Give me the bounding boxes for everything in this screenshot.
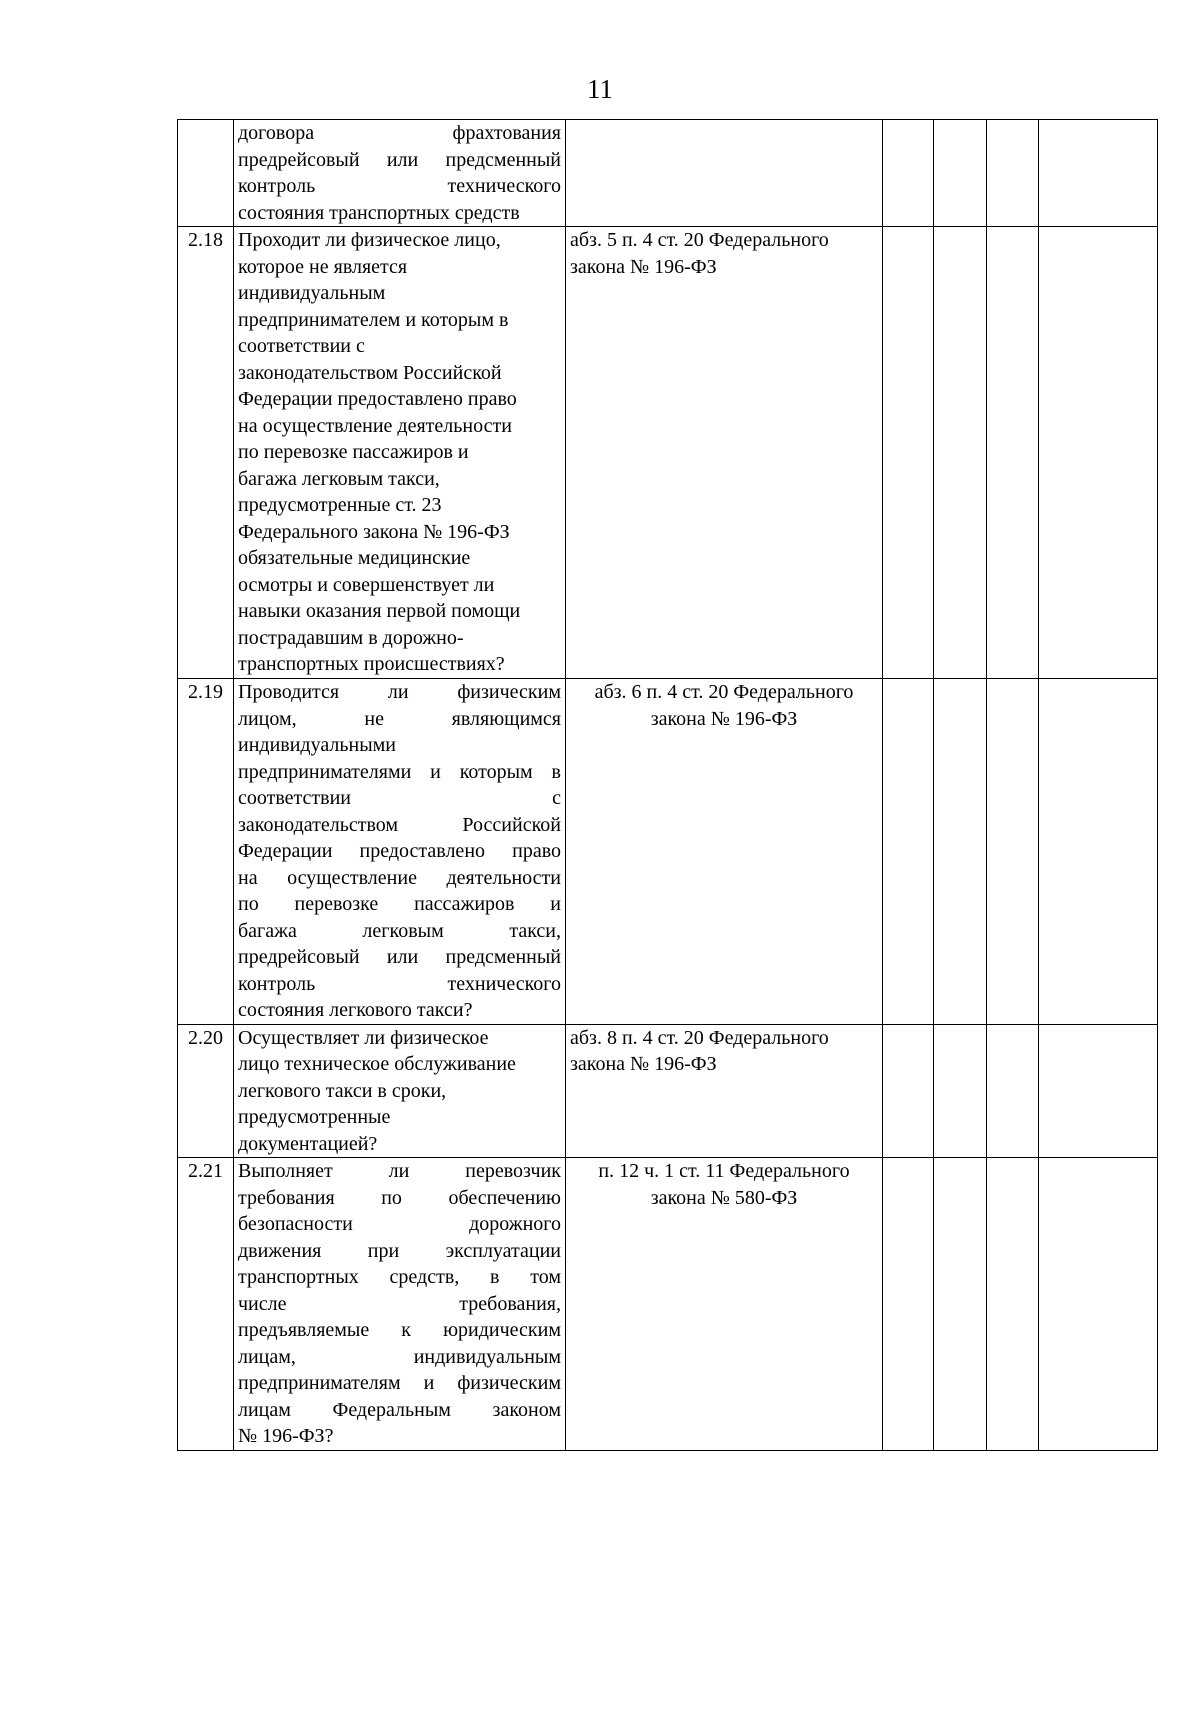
answer-na-cell [987, 1024, 1039, 1158]
checklist-table [177, 119, 1158, 1451]
answer-no-cell [934, 679, 987, 1025]
row-number: 2.20 [178, 1024, 234, 1158]
page-number: 11 [587, 74, 613, 104]
table-row [178, 1158, 1158, 1451]
question-text: Осуществляет ли физическое лицо техническое обслуживание легкового такси в сроки, предусмотренные документацией? [234, 1024, 566, 1158]
answer-yes-cell [883, 1158, 934, 1451]
table-row [178, 227, 1158, 679]
answer-na-cell [987, 120, 1039, 227]
note-cell [1039, 120, 1158, 227]
answer-na-cell [987, 227, 1039, 679]
answer-na-cell [987, 679, 1039, 1025]
reference-text: абз. 8 п. 4 ст. 20 Федерального закона № 196-ФЗ [566, 1024, 883, 1158]
answer-yes-cell [883, 1024, 934, 1158]
row-number [178, 120, 234, 227]
answer-no-cell [934, 227, 987, 679]
answer-no-cell [934, 1024, 987, 1158]
question-text: договора фрахтования предрейсовый или предсменный контроль технического состояния транспортных средств [234, 120, 566, 227]
reference-text: абз. 5 п. 4 ст. 20 Федерального закона № 196-ФЗ [566, 227, 883, 679]
answer-yes-cell [883, 120, 934, 227]
note-cell [1039, 1024, 1158, 1158]
answer-no-cell [934, 120, 987, 227]
table-row [178, 679, 1158, 1025]
answer-yes-cell [883, 227, 934, 679]
table-row [178, 120, 1158, 227]
note-cell [1039, 227, 1158, 679]
reference-text: п. 12 ч. 1 ст. 11 Федерального закона № 580-ФЗ [566, 1158, 883, 1451]
question-text: Проводится ли физическим лицом, не являющимся индивидуальными предпринимателями и которым в соответствии с законодательством Российской Федерации предоставлено право на осуществление деятельности по перевозке пассажиров и багажа легковым такси, предрейсовый или предсменный контроль технического состояния легкового такси? [234, 679, 566, 1025]
answer-yes-cell [883, 679, 934, 1025]
reference-text [566, 120, 883, 227]
note-cell [1039, 679, 1158, 1025]
row-number: 2.18 [178, 227, 234, 679]
row-number: 2.21 [178, 1158, 234, 1451]
table-row [178, 1024, 1158, 1158]
answer-na-cell [987, 1158, 1039, 1451]
note-cell [1039, 1158, 1158, 1451]
row-number: 2.19 [178, 679, 234, 1025]
reference-text: абз. 6 п. 4 ст. 20 Федерального закона № 196-ФЗ [566, 679, 883, 1025]
answer-no-cell [934, 1158, 987, 1451]
question-text: Проходит ли физическое лицо, которое не является индивидуальным предпринимателем и которым в соответствии с законодательством Российской Федерации предоставлено право на осуществление деятельности по перевозке пассажиров и багажа легковым такси, предусмотренные ст. 23 Федерального закона № 196-ФЗ обязательные медицинские осмотры и совершенствует ли навыки оказания первой помощи пострадавшим в дорожно- транспортных происшествиях? [234, 227, 566, 679]
question-text: Выполняет ли перевозчик требования по обеспечению безопасности дорожного движения при эксплуатации транспортных средств, в том числе требования, предъявляемые к юридическим лицам, индивидуальным предпринимателям и физическим лицам Федеральным законом № 196-ФЗ? [234, 1158, 566, 1451]
